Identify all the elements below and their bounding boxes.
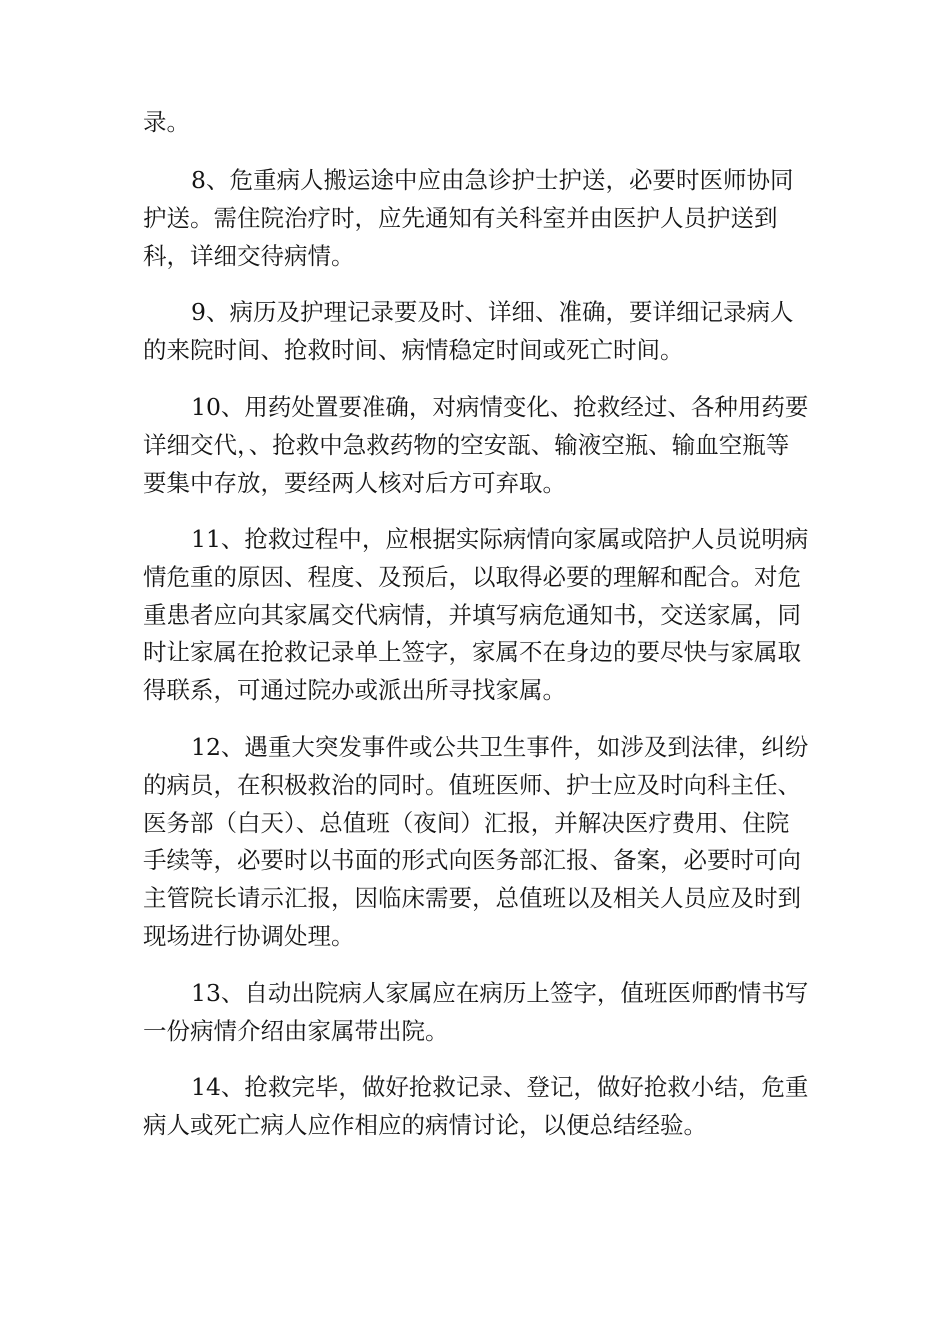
paragraph-item-8: [143, 162, 833, 275]
paragraph-item-10: [143, 389, 833, 502]
text-line: 14、抢救完毕，做好抢救记录、登记，做好抢救小结，危重: [191, 1073, 809, 1101]
text-line: 录。: [143, 108, 190, 136]
text-line: 的病员，在积极救治的同时。值班医师、护士应及时向科主任、: [143, 770, 801, 799]
text-line: 主管院长请示汇报，因临床需要，总值班以及相关人员应及时到: [143, 884, 801, 913]
text-line: 医务部（白天）、总值班（夜间）汇报，并解决医疗费用、住院: [143, 808, 790, 837]
text-line: 11、抢救过程中，应根据实际病情向家属或陪护人员说明病: [191, 525, 809, 553]
text-line: 护送。需住院治疗时，应先通知有关科室并由医护人员护送到: [143, 203, 778, 232]
paragraph-item-12: [143, 729, 833, 956]
text-line: 重患者应向其家属交代病情，并填写病危通知书，交送家属，同: [143, 600, 801, 629]
text-line: 现场进行协调处理。: [143, 921, 355, 950]
paragraph-item-9: [143, 294, 833, 370]
text-line: 情危重的原因、程度、及预后，以取得必要的理解和配合。对危: [143, 562, 801, 591]
paragraph-item-11: [143, 521, 833, 710]
text-line: 13、自动出院病人家属应在病历上签字，值班医师酌情书写: [191, 979, 809, 1007]
text-line: 得联系，可通过院办或派出所寻找家属。: [143, 676, 566, 705]
text-line: 8、危重病人搬运途中应由急诊护士护送，必要时医师协同: [191, 166, 794, 194]
text-line: 9、病历及护理记录要及时、详细、准确，要详细记录病人: [191, 298, 794, 326]
text-line: 12、遇重大突发事件或公共卫生事件，如涉及到法律，纠纷: [191, 733, 809, 761]
text-line: 手续等，必要时以书面的形式向医务部汇报、备案，必要时可向: [143, 846, 801, 875]
paragraph-item-14: [143, 1069, 833, 1145]
text-line: 时让家属在抢救记录单上签字，家属不在身边的要尽快与家属取: [143, 638, 801, 667]
text-line: 病人或死亡病人应作相应的病情讨论，以便总结经验。: [143, 1110, 707, 1139]
text-line: 10、用药处置要准确，对病情变化、抢救经过、各种用药要: [191, 393, 809, 421]
paragraph-item-13: [143, 975, 833, 1051]
text-line: 的来院时间、抢救时间、病情稳定时间或死亡时间。: [143, 335, 684, 364]
text-line: 科，详细交待病情。: [143, 241, 355, 270]
text-line: 要集中存放，要经两人核对后方可弃取。: [143, 468, 566, 497]
paragraph-continuation: [143, 104, 833, 142]
text-line: 详细交代，、抢救中急救药物的空安瓿、输液空瓶、输血空瓶等: [143, 430, 790, 459]
text-line: 一份病情介绍由家属带出院。: [143, 1016, 449, 1045]
